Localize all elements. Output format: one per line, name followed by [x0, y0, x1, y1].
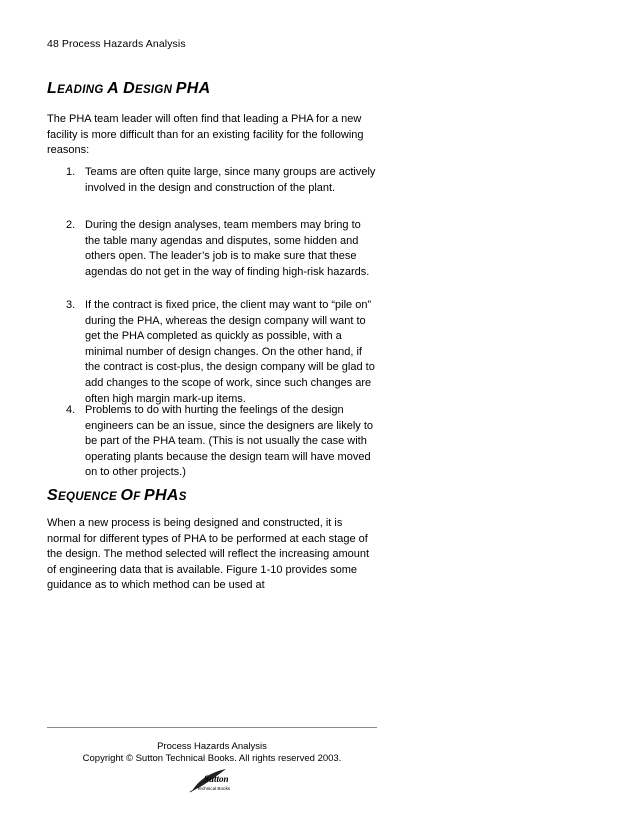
list-item — [66, 298, 378, 407]
heading-part: PHA — [175, 80, 211, 97]
sequence-paragraph: When a new process is being designed and constructed, it is normal for different types of PHA to be performed at each stage of the design. The method selected will reflect the increasing amount of engineering data that is available. Figure 1-10 provides some guidance as to which method can be used at — [47, 517, 370, 592]
section-heading-leading-a-design-pha — [47, 80, 210, 98]
list-item — [66, 165, 378, 196]
heading-part: S — [47, 487, 58, 504]
heading-part: PHA — [144, 487, 179, 504]
footer-copyright: Copyright © Sutton Technical Books. All rights reserved 2003. — [82, 753, 342, 764]
heading-part: S — [178, 491, 187, 503]
list-item-text: If the contract is fixed price, the client may want to “pile on” during the PHA, whereas the design company will want to get the PHA completed as quickly as possible, with a minimal number of design changes. On the other hand, if the contract is cost-plus, the design company will be glad to add changes to the scope of work, since such changes are often high margin mark-up items. — [85, 299, 375, 405]
intro-paragraph: The PHA team leader will often find that leading a PHA for a new facility is more difficult than for an existing facility for the following reasons: — [47, 113, 364, 157]
list-item-number: 4. — [66, 404, 76, 416]
heading-part: L — [47, 80, 58, 97]
heading-part: A — [107, 80, 124, 97]
heading-part: D — [123, 80, 135, 97]
heading-part: EADING — [57, 84, 108, 96]
list-item-number: 1. — [66, 166, 76, 178]
list-item-text: Problems to do with hurting the feelings of the design engineers can be an issue, since the designers are likely to be part of the PHA team. (This is not usually the case with operating plants because the design team will have moved on to other projects.) — [85, 404, 374, 479]
list-item — [66, 403, 378, 481]
heading-part: ESIGN — [134, 84, 176, 96]
heading-part: EQUENCE — [57, 491, 121, 503]
logo-wordmark: Sutton — [204, 774, 229, 784]
heading-part: F — [133, 491, 145, 503]
publisher-logo — [188, 767, 234, 793]
running-header: 48 Process Hazards Analysis — [47, 38, 186, 50]
footer-title: Process Hazards Analysis — [157, 741, 267, 752]
list-item — [66, 218, 378, 280]
heading-part: O — [120, 487, 134, 504]
list-item-text: During the design analyses, team members may bring to the table many agendas and disputes, some hidden and others open. The leader’s job is to make sure that these agendas do not get in the way of finding high-risk hazards. — [85, 219, 370, 278]
logo-subtitle: Technical Books — [197, 786, 231, 791]
footer-divider — [47, 727, 377, 728]
list-item-number: 3. — [66, 299, 76, 311]
quill-logo-icon — [188, 767, 234, 793]
list-item-number: 2. — [66, 219, 76, 231]
list-item-text: Teams are often quite large, since many groups are actively involved in the design and construction of the plant. — [85, 166, 376, 194]
section-heading-sequence-of-phas — [47, 487, 187, 505]
